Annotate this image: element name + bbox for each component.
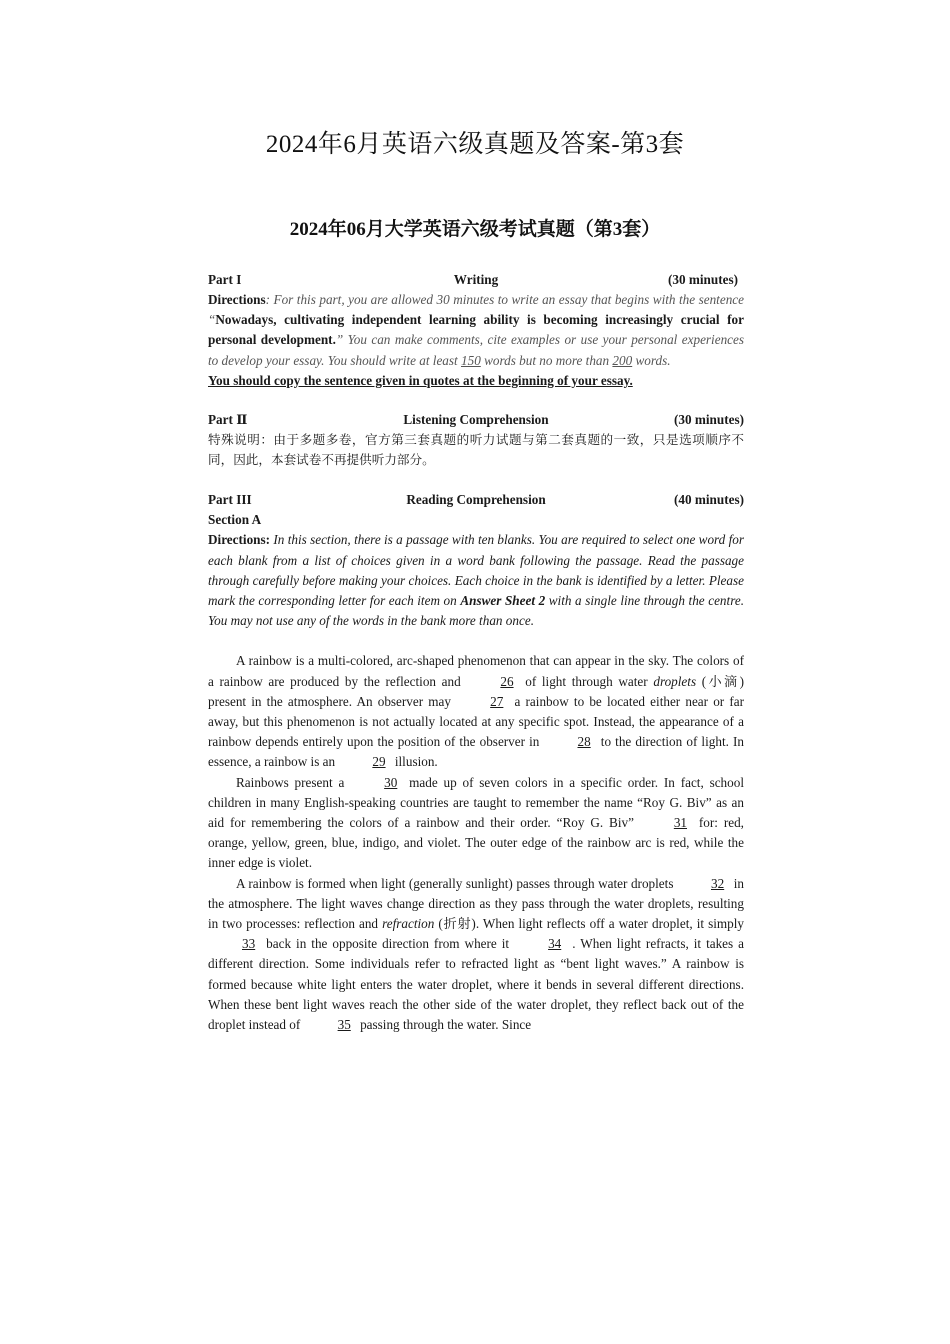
essay-prompt-quote: Nowadays, cultivating independent learning ability is becoming increasingly crucial for personal development.: [208, 312, 744, 348]
passage-paragraph-2: Rainbows present a 30 made up of seven colors in a specific order. In fact, school children in many English-speaking countries are taught to remember the name “Roy G. Biv” as an aid for remembering the colors of a rainbow and their order. “Roy G. Biv” 31 for: red, orange, yellow, green, blue, indigo, and violet. The outer edge of the rainbow arc is red, while the inner edge is violet.: [208, 774, 745, 871]
part1-directions: Directions: For this part, you are allowed 30 minutes to write an essay that begins with the sentence “Nowadays, cultivating independent learning ability is becoming increasingly crucial for personal development.” You can make comments, cite examples or use your personal experiences to develop your essay. You should write at least 150 words but no more than 200 words.: [208, 292, 744, 368]
blank-29: 29: [372, 754, 386, 770]
part2-header: [208, 410, 744, 430]
blank-28: 28: [577, 734, 591, 750]
part1-name: Writing: [453, 272, 499, 287]
part3-label: Part III: [208, 492, 252, 508]
part1-label: Part I: [208, 272, 242, 287]
max-word-count: 200: [612, 352, 633, 368]
part2-label: Part Ⅱ: [208, 412, 248, 428]
part3-name: Reading Comprehension: [406, 492, 546, 508]
blank-31: 31: [673, 815, 688, 831]
part2-name: Listening Comprehension: [403, 412, 549, 428]
part3-header: [208, 490, 744, 510]
blank-34: 34: [548, 936, 562, 952]
section-a-heading: Section A: [208, 512, 262, 528]
part3-time: (40 minutes): [674, 492, 744, 508]
passage-paragraph-1: A rainbow is a multi-colored, arc-shaped phenomenon that can appear in the sky. The colors of a rainbow are produced by the reflection and 26 of light through water droplets (小滴) present in the atmosphere. An observer may 27 a rainbow to be located either near or far away, but this phenomenon is not actually located at any specific spot. Instead, the appearance of a rainbow depends entirely upon the position of the observer in 28 to the direction of light. In essence, a rainbow is an 29 illusion.: [208, 651, 744, 772]
document-title: 2024年6月英语六级真题及答案-第3套: [265, 131, 685, 158]
blank-27: 27: [490, 693, 504, 709]
blank-33: 33: [242, 936, 256, 952]
blank-35: 35: [337, 1017, 351, 1033]
exam-content: [208, 270, 744, 1035]
part1-time: (30 minutes): [668, 272, 738, 287]
part3-directions: Directions: In this section, there is a passage with ten blanks. You are required to select one word for each blank from a list of choices given in a word bank following the passage. Read the passage through carefully before making your choices. Each choice in the bank is identified by a letter. Please mark the corresponding letter for each item on Answer Sheet 2 with a single line through the centre. You may not use any of the words in the bank more than once.: [208, 532, 744, 629]
blank-32: 32: [711, 875, 725, 891]
passage-paragraph-3: A rainbow is formed when light (generally sunlight) passes through water droplets 32 in the atmosphere. The light waves change direction as they pass through the water droplets, resulting in two processes: reflection and refraction (折射). When light reflects off a water droplet, it simply 33 back in the opposite direction from where it 34 . When light refracts, it takes a different direction. Some individuals refer to refracted light as “bent light waves.” A rainbow is formed because white light enters the water droplet, where it bends in several different directions. When these bent light waves reach the other side of the water droplet, they reflect back out of the droplet instead of 35 passing through the water. Since: [208, 874, 744, 1036]
part1-header: [208, 270, 744, 290]
listening-special-note: 特殊说明：由于多题多卷，官方第三套真题的听力试题与第二套真题的一致，只是选项顺序不同，因此，本套试卷不再提供听力部分。: [208, 432, 744, 468]
part3-directions-label: Directions:: [208, 532, 271, 548]
blank-30: 30: [384, 774, 398, 790]
copy-sentence-note: You should copy the sentence given in quotes at the beginning of your essay.: [208, 372, 633, 388]
part2-time: (30 minutes): [674, 412, 744, 428]
min-word-count: 150: [461, 352, 481, 368]
blank-26: 26: [500, 673, 514, 689]
part1-directions-label: Directions: [208, 292, 266, 307]
exam-title: 2024年06月大学英语六级考试真题（第3套）: [289, 219, 661, 240]
answer-sheet-ref: Answer Sheet 2: [460, 593, 546, 609]
